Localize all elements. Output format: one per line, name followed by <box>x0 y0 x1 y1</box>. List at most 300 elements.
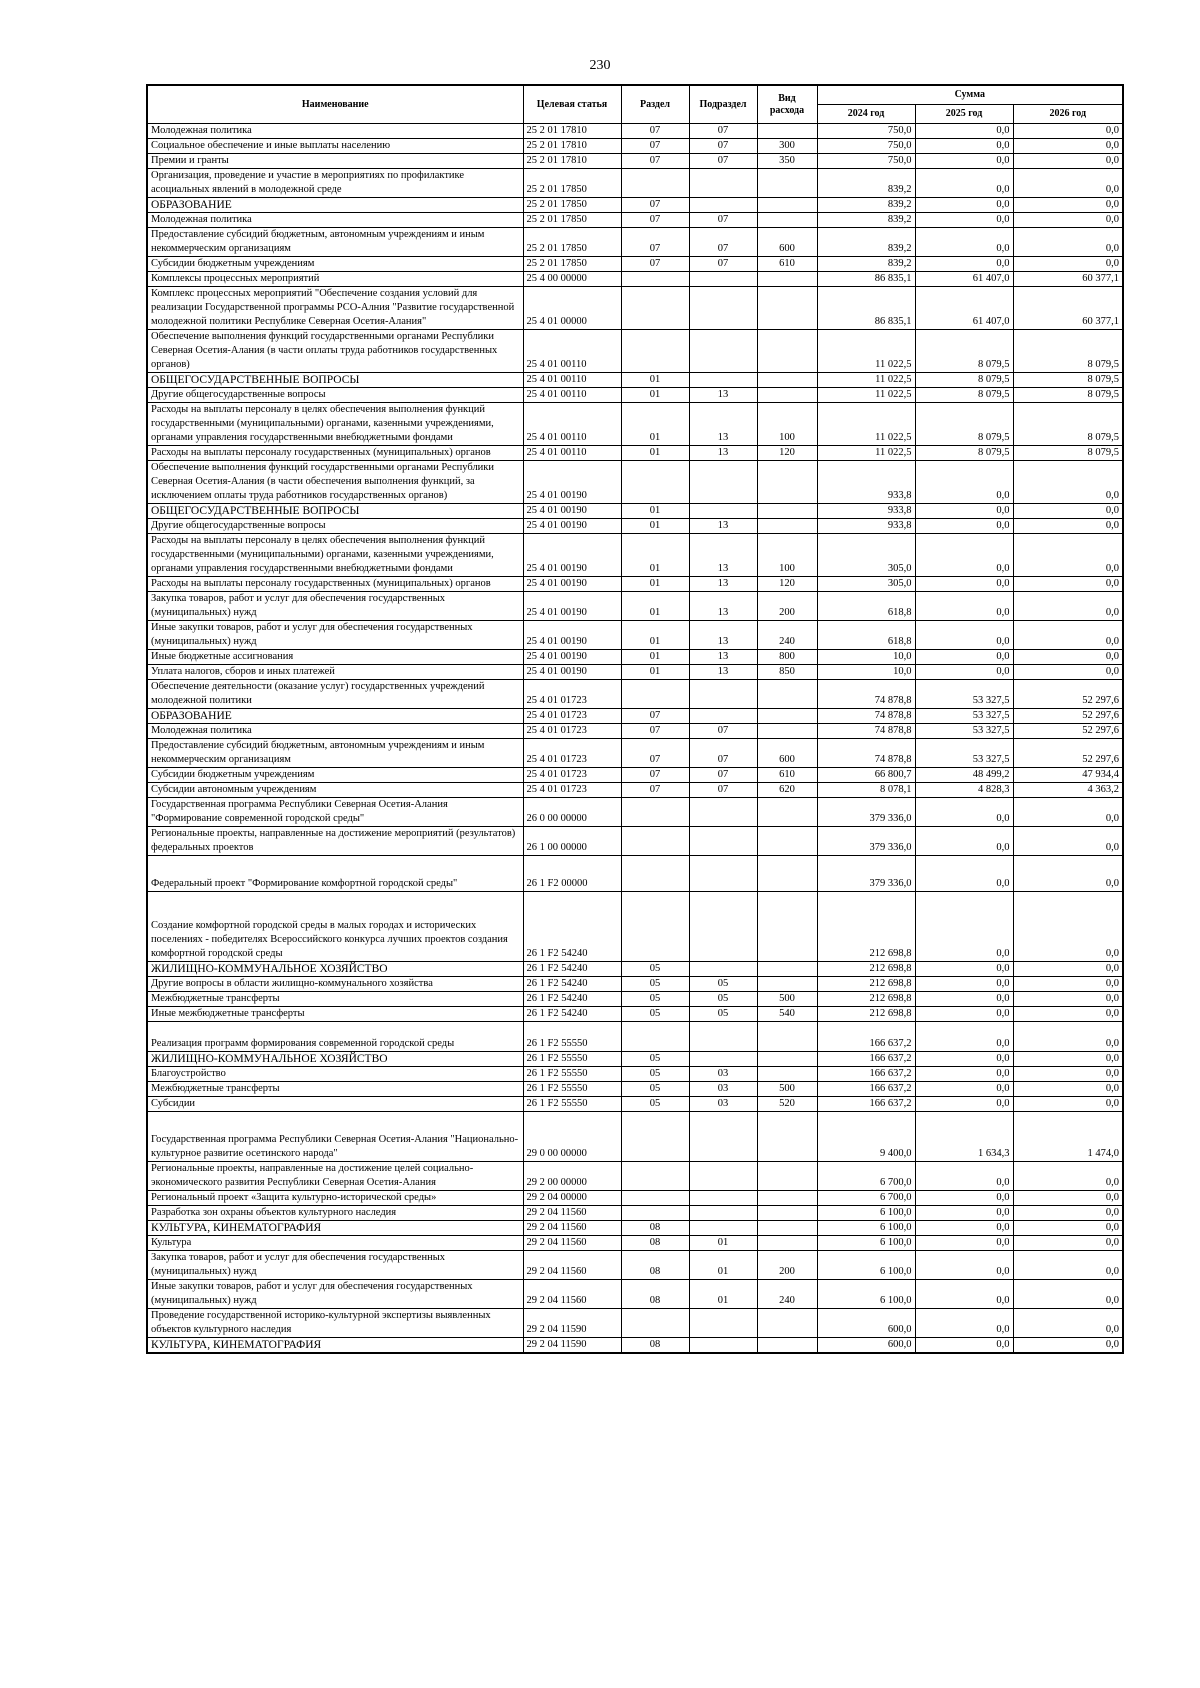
cell-subsection: 07 <box>689 739 757 768</box>
table-row <box>147 798 1123 827</box>
cell-2024: 11 022,5 <box>817 403 915 446</box>
cell-target: 25 4 01 00190 <box>523 519 621 534</box>
cell-expense-type: 610 <box>757 257 817 272</box>
cell-name: Субсидии бюджетным учреждениям <box>147 257 523 272</box>
cell-name: Предоставление субсидий бюджетным, автономным учреждениям и иным некоммерческим организациям <box>147 739 523 768</box>
cell-section: 07 <box>621 213 689 228</box>
cell-section: 07 <box>621 228 689 257</box>
cell-name: Иные межбюджетные трансферты <box>147 1007 523 1022</box>
cell-2026: 0,0 <box>1013 124 1123 139</box>
table-row <box>147 1251 1123 1280</box>
cell-target: 29 2 04 11560 <box>523 1280 621 1309</box>
cell-subsection <box>689 680 757 709</box>
cell-2026: 0,0 <box>1013 139 1123 154</box>
cell-2025: 0,0 <box>915 257 1013 272</box>
table-row <box>147 388 1123 403</box>
table-row <box>147 139 1123 154</box>
cell-2024: 839,2 <box>817 228 915 257</box>
cell-section: 05 <box>621 962 689 977</box>
cell-name: Закупка товаров, работ и услуг для обеспечения государственных (муниципальных) нужд <box>147 1251 523 1280</box>
cell-2025: 0,0 <box>915 139 1013 154</box>
cell-section <box>621 856 689 892</box>
cell-target: 25 4 01 00110 <box>523 373 621 388</box>
cell-2024: 212 698,8 <box>817 977 915 992</box>
header-row <box>147 85 1123 105</box>
cell-expense-type <box>757 272 817 287</box>
cell-expense-type: 500 <box>757 1082 817 1097</box>
header-2025: 2025 год <box>915 105 1013 124</box>
cell-2026: 0,0 <box>1013 962 1123 977</box>
table-row <box>147 373 1123 388</box>
cell-section <box>621 892 689 962</box>
cell-name: Проведение государственной историко-культурной экспертизы выявленных объектов культурного наследия <box>147 1309 523 1338</box>
cell-section <box>621 461 689 504</box>
cell-section: 07 <box>621 724 689 739</box>
cell-2024: 166 637,2 <box>817 1082 915 1097</box>
cell-expense-type: 610 <box>757 768 817 783</box>
cell-2026: 0,0 <box>1013 1221 1123 1236</box>
cell-2026: 0,0 <box>1013 257 1123 272</box>
cell-target: 26 1 F2 54240 <box>523 892 621 962</box>
cell-2024: 11 022,5 <box>817 330 915 373</box>
cell-target: 25 4 01 00110 <box>523 403 621 446</box>
cell-target: 25 4 01 00110 <box>523 388 621 403</box>
cell-target: 29 2 04 11560 <box>523 1206 621 1221</box>
cell-section: 05 <box>621 1097 689 1112</box>
cell-2024: 379 336,0 <box>817 856 915 892</box>
cell-expense-type <box>757 680 817 709</box>
cell-2026: 8 079,5 <box>1013 330 1123 373</box>
cell-subsection <box>689 1206 757 1221</box>
cell-name: Государственная программа Республики Северная Осетия-Алания "Национально-культурное развитие осетинского народа" <box>147 1112 523 1162</box>
table-row <box>147 783 1123 798</box>
cell-section: 01 <box>621 504 689 519</box>
cell-2026: 0,0 <box>1013 228 1123 257</box>
table-row <box>147 977 1123 992</box>
cell-subsection: 13 <box>689 577 757 592</box>
cell-2026: 0,0 <box>1013 461 1123 504</box>
cell-target: 26 1 F2 55550 <box>523 1052 621 1067</box>
cell-2024: 212 698,8 <box>817 1007 915 1022</box>
cell-name: Социальное обеспечение и иные выплаты населению <box>147 139 523 154</box>
cell-2024: 618,8 <box>817 621 915 650</box>
cell-expense-type <box>757 1112 817 1162</box>
cell-2026: 8 079,5 <box>1013 373 1123 388</box>
cell-name: Межбюджетные трансферты <box>147 992 523 1007</box>
cell-subsection <box>689 272 757 287</box>
cell-expense-type: 800 <box>757 650 817 665</box>
cell-section: 07 <box>621 739 689 768</box>
table-row <box>147 1112 1123 1162</box>
cell-subsection: 05 <box>689 977 757 992</box>
cell-2024: 74 878,8 <box>817 739 915 768</box>
cell-name: ОБРАЗОВАНИЕ <box>147 709 523 724</box>
cell-target: 26 1 F2 55550 <box>523 1082 621 1097</box>
table-row <box>147 534 1123 577</box>
page-number: 230 <box>589 58 611 73</box>
cell-2026: 0,0 <box>1013 1162 1123 1191</box>
cell-expense-type <box>757 856 817 892</box>
cell-2025: 0,0 <box>915 1097 1013 1112</box>
cell-2025: 8 079,5 <box>915 388 1013 403</box>
cell-expense-type: 240 <box>757 1280 817 1309</box>
cell-section: 01 <box>621 388 689 403</box>
cell-2024: 166 637,2 <box>817 1022 915 1052</box>
cell-2026: 0,0 <box>1013 534 1123 577</box>
cell-target: 25 2 01 17850 <box>523 169 621 198</box>
cell-2025: 0,0 <box>915 519 1013 534</box>
cell-2024: 839,2 <box>817 257 915 272</box>
cell-section: 07 <box>621 783 689 798</box>
cell-name: Иные бюджетные ассигнования <box>147 650 523 665</box>
cell-name: Молодежная политика <box>147 213 523 228</box>
cell-2025: 0,0 <box>915 621 1013 650</box>
cell-name: Обеспечение выполнения функций государственными органами Республики Северная Осетия-Алания (в части оплаты труда работников государственных органов) <box>147 330 523 373</box>
cell-2025: 0,0 <box>915 977 1013 992</box>
cell-target: 25 4 01 00190 <box>523 592 621 621</box>
table-row <box>147 1022 1123 1052</box>
cell-section: 01 <box>621 519 689 534</box>
cell-2025: 0,0 <box>915 124 1013 139</box>
cell-2024: 74 878,8 <box>817 709 915 724</box>
cell-expense-type <box>757 1052 817 1067</box>
cell-section <box>621 287 689 330</box>
cell-2025: 0,0 <box>915 504 1013 519</box>
cell-name: Разработка зон охраны объектов культурного наследия <box>147 1206 523 1221</box>
cell-section: 01 <box>621 373 689 388</box>
cell-2025: 48 499,2 <box>915 768 1013 783</box>
cell-2025: 0,0 <box>915 461 1013 504</box>
cell-section: 01 <box>621 665 689 680</box>
cell-2026: 0,0 <box>1013 827 1123 856</box>
table-row <box>147 724 1123 739</box>
cell-2024: 839,2 <box>817 198 915 213</box>
cell-expense-type: 620 <box>757 783 817 798</box>
cell-2025: 53 327,5 <box>915 680 1013 709</box>
cell-section: 07 <box>621 154 689 169</box>
cell-expense-type <box>757 1067 817 1082</box>
cell-expense-type <box>757 1221 817 1236</box>
cell-name: ОБЩЕГОСУДАРСТВЕННЫЕ ВОПРОСЫ <box>147 373 523 388</box>
cell-2024: 6 100,0 <box>817 1280 915 1309</box>
table-row <box>147 272 1123 287</box>
cell-section <box>621 1162 689 1191</box>
cell-expense-type <box>757 287 817 330</box>
cell-2024: 750,0 <box>817 154 915 169</box>
cell-section <box>621 798 689 827</box>
cell-name: Другие общегосударственные вопросы <box>147 519 523 534</box>
cell-name: Культура <box>147 1236 523 1251</box>
cell-2025: 0,0 <box>915 1052 1013 1067</box>
cell-subsection: 13 <box>689 519 757 534</box>
cell-name: ЖИЛИЩНО-КОММУНАЛЬНОЕ ХОЗЯЙСТВО <box>147 962 523 977</box>
cell-2025: 0,0 <box>915 798 1013 827</box>
table-row <box>147 892 1123 962</box>
cell-2024: 8 078,1 <box>817 783 915 798</box>
cell-subsection: 07 <box>689 139 757 154</box>
cell-section: 01 <box>621 650 689 665</box>
cell-expense-type: 200 <box>757 1251 817 1280</box>
cell-name: Обеспечение выполнения функций государственными органами Республики Северная Осетия-Алания (в части обеспечения выполнения функций, за исключением оплаты труда работников государственных органов) <box>147 461 523 504</box>
cell-name: Организация, проведение и участие в мероприятиях по профилактике асоциальных явлений в молодежной среде <box>147 169 523 198</box>
cell-subsection <box>689 504 757 519</box>
cell-2026: 0,0 <box>1013 198 1123 213</box>
cell-name: Субсидии <box>147 1097 523 1112</box>
cell-subsection <box>689 1162 757 1191</box>
header-subsection: Подраздел <box>689 85 757 124</box>
cell-target: 25 4 01 00190 <box>523 621 621 650</box>
cell-expense-type: 540 <box>757 1007 817 1022</box>
cell-section: 01 <box>621 577 689 592</box>
cell-section: 05 <box>621 1082 689 1097</box>
cell-2026: 0,0 <box>1013 1067 1123 1082</box>
cell-target: 25 4 01 00190 <box>523 461 621 504</box>
cell-2026: 52 297,6 <box>1013 709 1123 724</box>
cell-2025: 0,0 <box>915 892 1013 962</box>
cell-2024: 933,8 <box>817 504 915 519</box>
table-row <box>147 592 1123 621</box>
cell-2024: 600,0 <box>817 1338 915 1354</box>
cell-2024: 212 698,8 <box>817 892 915 962</box>
cell-subsection: 07 <box>689 154 757 169</box>
cell-2025: 53 327,5 <box>915 739 1013 768</box>
cell-2026: 52 297,6 <box>1013 739 1123 768</box>
table-row <box>147 1206 1123 1221</box>
cell-section <box>621 1191 689 1206</box>
cell-name: Субсидии автономным учреждениям <box>147 783 523 798</box>
cell-name: Региональный проект «Защита культурно-исторической среды» <box>147 1191 523 1206</box>
cell-target: 29 2 04 11590 <box>523 1338 621 1354</box>
table-row <box>147 228 1123 257</box>
cell-subsection: 01 <box>689 1280 757 1309</box>
cell-name: Премии и гранты <box>147 154 523 169</box>
cell-target: 25 4 01 00190 <box>523 577 621 592</box>
cell-expense-type <box>757 1309 817 1338</box>
cell-2024: 750,0 <box>817 139 915 154</box>
cell-2024: 166 637,2 <box>817 1052 915 1067</box>
cell-target: 26 1 F2 55550 <box>523 1097 621 1112</box>
cell-2024: 212 698,8 <box>817 962 915 977</box>
cell-subsection: 01 <box>689 1236 757 1251</box>
table-row <box>147 827 1123 856</box>
table-row <box>147 403 1123 446</box>
cell-2026: 0,0 <box>1013 169 1123 198</box>
cell-2024: 933,8 <box>817 519 915 534</box>
cell-2025: 0,0 <box>915 213 1013 228</box>
cell-name: Обеспечение деятельности (оказание услуг) государственных учреждений молодежной политики <box>147 680 523 709</box>
cell-2024: 839,2 <box>817 169 915 198</box>
cell-2026: 0,0 <box>1013 798 1123 827</box>
cell-target: 25 2 01 17810 <box>523 139 621 154</box>
cell-2024: 74 878,8 <box>817 680 915 709</box>
table-row <box>147 650 1123 665</box>
cell-subsection: 13 <box>689 403 757 446</box>
cell-expense-type: 200 <box>757 592 817 621</box>
cell-target: 29 2 04 11590 <box>523 1309 621 1338</box>
cell-subsection: 07 <box>689 213 757 228</box>
cell-2026: 0,0 <box>1013 1280 1123 1309</box>
cell-2024: 839,2 <box>817 213 915 228</box>
cell-expense-type <box>757 709 817 724</box>
cell-expense-type <box>757 1236 817 1251</box>
cell-2025: 0,0 <box>915 1206 1013 1221</box>
cell-2025: 0,0 <box>915 1162 1013 1191</box>
table-row <box>147 1309 1123 1338</box>
cell-expense-type: 350 <box>757 154 817 169</box>
cell-2026: 52 297,6 <box>1013 680 1123 709</box>
table-row <box>147 257 1123 272</box>
cell-expense-type: 100 <box>757 534 817 577</box>
cell-2026: 8 079,5 <box>1013 446 1123 461</box>
cell-target: 26 1 F2 54240 <box>523 1007 621 1022</box>
cell-target: 29 2 04 11560 <box>523 1236 621 1251</box>
cell-expense-type: 500 <box>757 992 817 1007</box>
cell-2024: 11 022,5 <box>817 446 915 461</box>
cell-target: 29 2 04 11560 <box>523 1221 621 1236</box>
header-section: Раздел <box>621 85 689 124</box>
cell-section <box>621 1206 689 1221</box>
cell-subsection <box>689 1309 757 1338</box>
cell-2025: 1 634,3 <box>915 1112 1013 1162</box>
cell-target: 29 0 00 00000 <box>523 1112 621 1162</box>
table-row <box>147 461 1123 504</box>
cell-target: 25 4 01 00110 <box>523 330 621 373</box>
cell-section: 08 <box>621 1251 689 1280</box>
cell-expense-type <box>757 827 817 856</box>
cell-expense-type <box>757 1206 817 1221</box>
cell-2025: 0,0 <box>915 962 1013 977</box>
cell-subsection <box>689 962 757 977</box>
table-row <box>147 768 1123 783</box>
cell-2026: 60 377,1 <box>1013 287 1123 330</box>
cell-expense-type: 100 <box>757 403 817 446</box>
cell-name: Расходы на выплаты персоналу в целях обеспечения выполнения функций государственными (муниципальными) органами, казенными учреждениями, органами управления государственными внебюджетными фондами <box>147 534 523 577</box>
cell-subsection: 07 <box>689 724 757 739</box>
cell-name: Иные закупки товаров, работ и услуг для обеспечения государственных (муниципальных) нужд <box>147 1280 523 1309</box>
cell-subsection <box>689 892 757 962</box>
cell-2025: 0,0 <box>915 1280 1013 1309</box>
table-row <box>147 1052 1123 1067</box>
cell-2025: 8 079,5 <box>915 403 1013 446</box>
cell-subsection <box>689 373 757 388</box>
cell-section <box>621 1112 689 1162</box>
cell-2025: 0,0 <box>915 1309 1013 1338</box>
cell-expense-type <box>757 962 817 977</box>
cell-expense-type <box>757 213 817 228</box>
cell-target: 25 4 01 01723 <box>523 739 621 768</box>
cell-target: 25 2 01 17850 <box>523 228 621 257</box>
cell-expense-type <box>757 330 817 373</box>
cell-expense-type: 300 <box>757 139 817 154</box>
cell-expense-type <box>757 504 817 519</box>
cell-expense-type: 520 <box>757 1097 817 1112</box>
cell-subsection <box>689 287 757 330</box>
cell-name: Комплексы процессных мероприятий <box>147 272 523 287</box>
cell-subsection: 07 <box>689 768 757 783</box>
cell-2026: 0,0 <box>1013 665 1123 680</box>
cell-name: ОБРАЗОВАНИЕ <box>147 198 523 213</box>
cell-2024: 618,8 <box>817 592 915 621</box>
cell-2024: 750,0 <box>817 124 915 139</box>
cell-2025: 4 828,3 <box>915 783 1013 798</box>
cell-target: 25 4 01 01723 <box>523 680 621 709</box>
cell-2025: 0,0 <box>915 856 1013 892</box>
cell-2025: 8 079,5 <box>915 446 1013 461</box>
header-2024: 2024 год <box>817 105 915 124</box>
cell-target: 26 1 F2 55550 <box>523 1022 621 1052</box>
cell-target: 25 2 01 17810 <box>523 154 621 169</box>
cell-2025: 53 327,5 <box>915 724 1013 739</box>
cell-subsection: 07 <box>689 228 757 257</box>
cell-subsection: 13 <box>689 592 757 621</box>
cell-target: 25 4 01 00190 <box>523 504 621 519</box>
cell-section <box>621 1022 689 1052</box>
cell-section <box>621 330 689 373</box>
table-row <box>147 287 1123 330</box>
cell-name: КУЛЬТУРА, КИНЕМАТОГРАФИЯ <box>147 1221 523 1236</box>
cell-2025: 53 327,5 <box>915 709 1013 724</box>
cell-target: 25 4 01 00110 <box>523 446 621 461</box>
cell-name: Межбюджетные трансферты <box>147 1082 523 1097</box>
cell-2025: 0,0 <box>915 1221 1013 1236</box>
table-row <box>147 665 1123 680</box>
cell-name: КУЛЬТУРА, КИНЕМАТОГРАФИЯ <box>147 1338 523 1354</box>
cell-target: 25 4 01 01723 <box>523 724 621 739</box>
header-expense-type: Вид расхода <box>757 85 817 124</box>
cell-name: Другие вопросы в области жилищно-коммунального хозяйства <box>147 977 523 992</box>
cell-2025: 0,0 <box>915 650 1013 665</box>
cell-section: 08 <box>621 1221 689 1236</box>
cell-section: 07 <box>621 139 689 154</box>
cell-2025: 0,0 <box>915 827 1013 856</box>
cell-2024: 6 100,0 <box>817 1206 915 1221</box>
cell-2026: 0,0 <box>1013 213 1123 228</box>
cell-2024: 6 100,0 <box>817 1251 915 1280</box>
cell-subsection <box>689 1112 757 1162</box>
cell-target: 25 4 01 00190 <box>523 534 621 577</box>
cell-target: 26 1 F2 00000 <box>523 856 621 892</box>
cell-subsection <box>689 1191 757 1206</box>
cell-section <box>621 1309 689 1338</box>
cell-2026: 1 474,0 <box>1013 1112 1123 1162</box>
cell-2024: 933,8 <box>817 461 915 504</box>
cell-subsection: 03 <box>689 1082 757 1097</box>
cell-name: Создание комфортной городской среды в малых городах и исторических поселениях - победителях Всероссийского конкурса лучших проектов создания комфортной городской среды <box>147 892 523 962</box>
cell-2025: 0,0 <box>915 1067 1013 1082</box>
cell-2025: 8 079,5 <box>915 330 1013 373</box>
cell-2026: 0,0 <box>1013 992 1123 1007</box>
cell-2025: 0,0 <box>915 1236 1013 1251</box>
cell-2025: 0,0 <box>915 1082 1013 1097</box>
cell-2026: 0,0 <box>1013 1206 1123 1221</box>
cell-2024: 10,0 <box>817 665 915 680</box>
table-row <box>147 680 1123 709</box>
cell-target: 25 4 00 00000 <box>523 272 621 287</box>
table-row <box>147 1162 1123 1191</box>
table-row <box>147 169 1123 198</box>
cell-subsection <box>689 827 757 856</box>
cell-subsection <box>689 1022 757 1052</box>
table-row <box>147 1082 1123 1097</box>
cell-target: 25 4 01 01723 <box>523 783 621 798</box>
table-row <box>147 621 1123 650</box>
cell-2026: 47 934,4 <box>1013 768 1123 783</box>
cell-name: Иные закупки товаров, работ и услуг для обеспечения государственных (муниципальных) нужд <box>147 621 523 650</box>
cell-name: Предоставление субсидий бюджетным, автономным учреждениям и иным некоммерческим организациям <box>147 228 523 257</box>
cell-section: 07 <box>621 257 689 272</box>
cell-name: Федеральный проект "Формирование комфортной городской среды" <box>147 856 523 892</box>
cell-2026: 0,0 <box>1013 1007 1123 1022</box>
